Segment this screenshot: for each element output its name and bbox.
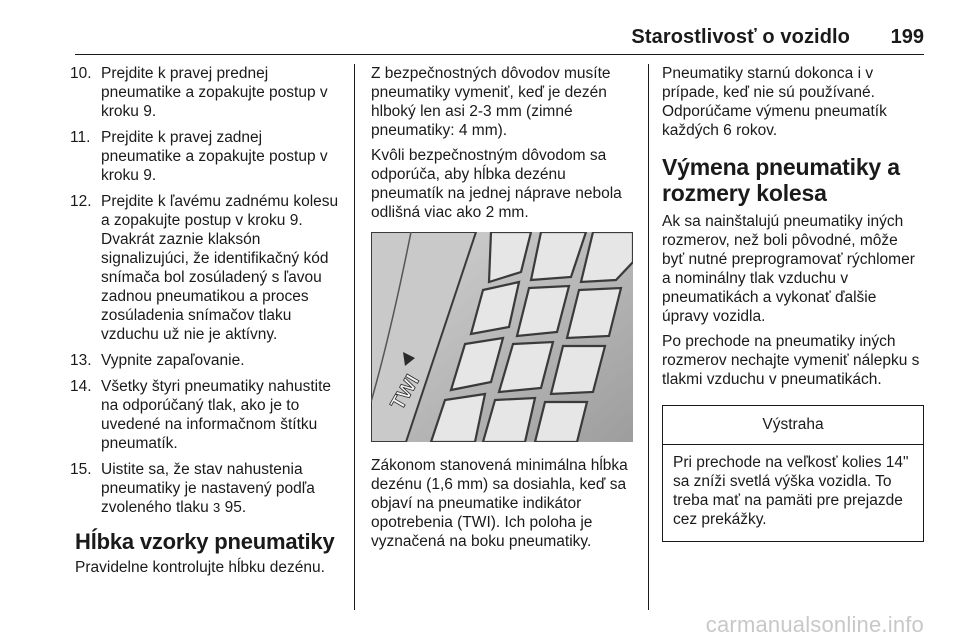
tire-tread-illustration: [371, 232, 633, 442]
twi-label: TWI: [386, 371, 424, 414]
list-item: 15. Uistite sa, že stav nahustenia pneumatiky je nastavený podľa zvoleného tlaku 3 95.: [70, 461, 315, 516]
paragraph: Pneumatiky starnú dokonca i v prípade, keď nie sú používané. Odporúčame výmenu pneumatík každých 6 rokov.: [662, 65, 887, 139]
page-reference-link[interactable]: 95.: [220, 499, 247, 516]
section-heading: Výmena pneumatiky a rozmery kolesa: [662, 154, 900, 206]
paragraph: Pravidelne kontrolujte hĺbku dezénu.: [75, 559, 325, 576]
paragraph: Po prechode na pneumatiky iných rozmerov nechajte vymeniť nálepku s tlakmi vzduchu v pneumatikách.: [662, 333, 920, 388]
tire-tread-graphic: [371, 232, 633, 442]
column-divider: [354, 64, 355, 610]
steps-list: [70, 64, 343, 517]
page-reference-icon[interactable]: 3: [213, 500, 221, 515]
list-item: 14. Všetky štyri pneumatiky nahustite na odporúčaný tlak, ako je to uvedené na informačnom štítku pneumatík.: [70, 378, 332, 452]
warning-text: Pri prechode na veľkosť kolies 14" sa zníži svetlá výška vozidla. To treba mať na pamäti pre prejazde cez prekážky.: [673, 454, 909, 528]
paragraph: Z bezpečnostných dôvodov musíte pneumatiky vymeniť, keď je dezén hlboký len asi 2-3 mm (zimné pneumatiky: 4 mm).: [371, 65, 611, 139]
column-1: [70, 64, 343, 583]
section-heading: Hĺbka vzorky pneumatiky: [75, 529, 335, 554]
page-title: Starostlivosť o vozidlo: [631, 26, 850, 48]
column-divider: [648, 64, 649, 610]
paragraph: Kvôli bezpečnostným dôvodom sa odporúča, aby hĺbka dezénu pneumatík na jednej náprave nebola odlišná viac ako 2 mm.: [371, 147, 622, 221]
warning-title: Výstraha: [663, 406, 923, 445]
list-item: 10. Prejdite k pravej prednej pneumatike a zopakujte postup v kroku 9.: [70, 65, 328, 120]
paragraph: Zákonom stanovená minimálna hĺbka dezénu (1,6 mm) sa dosiahla, keď sa objaví na pneumatike indikátor opotrebenia (TWI). Ich poloha je vyznačená na boku pneumatiky.: [371, 457, 628, 550]
header-rule: [75, 54, 924, 55]
list-item: 11. Prejdite k pravej zadnej pneumatike a zopakujte postup v kroku 9.: [70, 129, 328, 184]
watermark: carmanualsonline.info: [705, 612, 924, 637]
page-header: [0, 0, 960, 60]
page-number: 199: [890, 26, 924, 48]
list-item: 12. Prejdite k ľavému zadnému kolesu a zopakujte postup v kroku 9. Dvakrát zaznie klaksón signalizujúci, že identifikačný kód snímača bol zosúladený s ľavou zadnou pneumatikou a proces zosúladenia snímačov tlaku vzduchu už nie je aktívny.: [70, 193, 339, 343]
paragraph: Ak sa nainštalujú pneumatiky iných rozmerov, než boli pôvodné, môže byť nutné preprogramovať rýchlomer a nominálny tlak vzduchu v pneumatikách a vykonať ďalšie úpravy vozidla.: [662, 213, 915, 325]
column-3: [662, 64, 924, 542]
warning-box: [662, 405, 924, 542]
list-item: 13. Vypnite zapaľovanie.: [70, 352, 245, 369]
column-2: [371, 64, 635, 557]
